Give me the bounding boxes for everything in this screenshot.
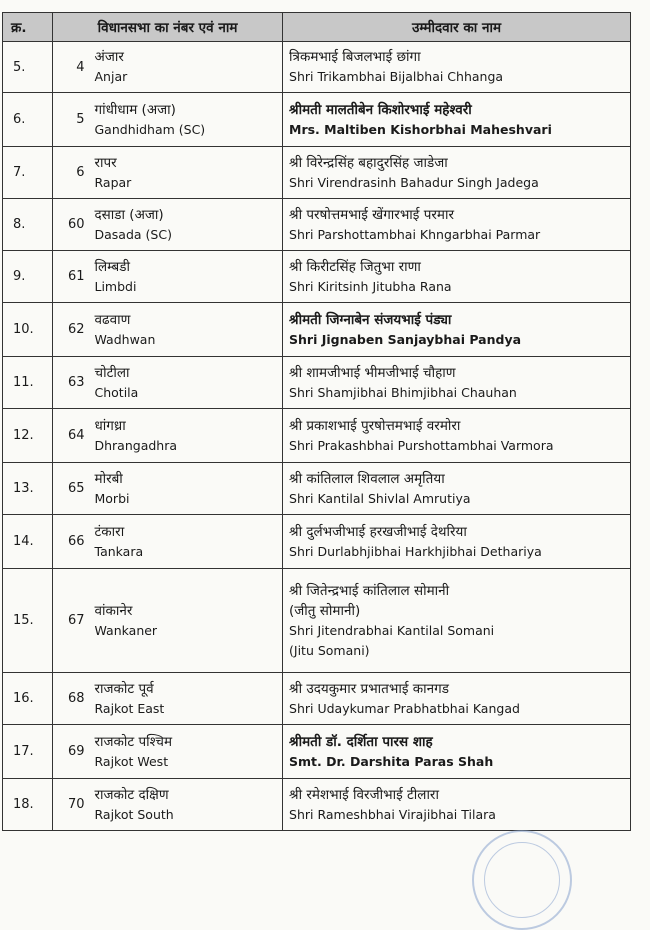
constituency-name-hindi: गांधीधाम (अजा) xyxy=(94,101,176,118)
constituency-name-hindi: धांगध्रा xyxy=(94,417,126,434)
constituency-number: 61 xyxy=(53,251,91,303)
candidate-name-hindi: श्री उदयकुमार प्रभातभाई कानगड xyxy=(289,680,449,697)
candidate-name xyxy=(283,409,631,463)
constituency-number: 66 xyxy=(53,515,91,569)
candidate-name-english: Shri Durlabhjibhai Harkhjibhai Dethariya xyxy=(289,543,542,559)
constituency-name xyxy=(91,357,283,409)
candidate-name-hindi: त्रिकमभाई बिजलभाई छांगा xyxy=(289,49,421,65)
serial-number: 7. xyxy=(3,147,53,199)
candidate-name-english: Shri Virendrasinh Bahadur Singh Jadega xyxy=(289,174,539,190)
constituency-name-english: Dhrangadhra xyxy=(94,437,178,453)
serial-number: 9. xyxy=(3,251,53,303)
constituency-name xyxy=(91,251,283,303)
constituency-name-hindi: रापर xyxy=(94,154,117,171)
constituency-name xyxy=(91,42,283,93)
candidate-name-english: Shri Parshottambhai Khngarbhai Parmar xyxy=(289,226,541,242)
constituency-number: 69 xyxy=(53,725,91,779)
constituency-name-english: Morbi xyxy=(94,490,130,506)
constituency-name xyxy=(91,463,283,515)
constituency-number: 4 xyxy=(53,42,91,93)
constituency-name-hindi: टंकारा xyxy=(94,523,125,540)
table-header-row xyxy=(3,13,631,42)
serial-number: 18. xyxy=(3,779,53,831)
header-candidate: उम्मीदवार का नाम xyxy=(283,13,631,42)
office-seal-stamp xyxy=(472,830,572,930)
candidate-name-hindi: श्रीमती डॉ. दर्शिता पारस शाह xyxy=(289,733,433,750)
candidate-name-english: Shri Trikambhai Bijalbhai Chhanga xyxy=(289,69,504,84)
constituency-name-hindi: वढवाण xyxy=(94,311,131,328)
candidate-name xyxy=(283,357,631,409)
constituency-name-hindi: अंजार xyxy=(94,49,124,65)
candidate-name-english: Shri Jignaben Sanjaybhai Pandya xyxy=(289,331,522,347)
table-row xyxy=(3,409,631,463)
candidate-name-hindi: (जीतु सोमानी) xyxy=(289,602,361,619)
candidate-name xyxy=(283,515,631,569)
constituency-number: 68 xyxy=(53,673,91,725)
candidate-name xyxy=(283,569,631,673)
candidate-name xyxy=(283,725,631,779)
table-row xyxy=(3,569,631,673)
constituency-name xyxy=(91,199,283,251)
constituency-number: 60 xyxy=(53,199,91,251)
constituency-name-english: Anjar xyxy=(94,69,128,84)
constituency-name xyxy=(91,409,283,463)
candidate-name-english: Mrs. Maltiben Kishorbhai Maheshvari xyxy=(289,121,552,137)
table-row xyxy=(3,463,631,515)
candidate-name-hindi: श्री शामजीभाई भीमजीभाई चौहाण xyxy=(289,364,456,381)
candidate-name xyxy=(283,147,631,199)
constituency-number: 63 xyxy=(53,357,91,409)
candidate-name-hindi: श्री दुर्लभजीभाई हरखजीभाई देथरिया xyxy=(289,523,467,540)
constituency-name xyxy=(91,673,283,725)
table-row xyxy=(3,779,631,831)
constituency-name-english: Rapar xyxy=(94,174,132,190)
candidate-name-hindi: श्री रमेशभाई विरजीभाई टीलारा xyxy=(289,786,439,803)
serial-number: 13. xyxy=(3,463,53,515)
serial-number: 12. xyxy=(3,409,53,463)
table-row xyxy=(3,199,631,251)
constituency-name xyxy=(91,303,283,357)
constituency-name-english: Wankaner xyxy=(94,622,158,638)
candidate-name xyxy=(283,779,631,831)
candidate-name-english: Shri Kiritsinh Jitubha Rana xyxy=(289,278,452,294)
candidate-name-english: Shri Rameshbhai Virajibhai Tilara xyxy=(289,806,496,822)
candidate-name-english: (Jitu Somani) xyxy=(289,642,370,658)
candidate-name-hindi: श्री जितेन्द्रभाई कांतिलाल सोमानी xyxy=(289,582,450,599)
constituency-name-hindi: मोरबी xyxy=(94,470,123,487)
serial-number: 6. xyxy=(3,93,53,147)
candidate-name-english: Shri Kantilal Shivlal Amrutiya xyxy=(289,490,471,506)
constituency-name-english: Rajkot South xyxy=(94,806,174,822)
candidate-name xyxy=(283,199,631,251)
constituency-name xyxy=(91,515,283,569)
constituency-number: 67 xyxy=(53,569,91,673)
constituency-name-english: Limbdi xyxy=(94,278,137,294)
header-constituency: विधानसभा का नंबर एवं नाम xyxy=(53,13,283,42)
candidate-name-hindi: श्री किरीटसिंह जितुभा राणा xyxy=(289,258,421,275)
constituency-number: 64 xyxy=(53,409,91,463)
constituency-name-english: Chotila xyxy=(94,384,139,400)
constituency-name-english: Dasada (SC) xyxy=(94,226,172,242)
table-row xyxy=(3,673,631,725)
constituency-name-english: Tankara xyxy=(94,543,144,559)
constituency-name xyxy=(91,569,283,673)
table-body xyxy=(3,42,631,831)
serial-number: 5. xyxy=(3,42,53,93)
constituency-name-hindi: वांकानेर xyxy=(94,602,133,619)
candidate-name-hindi: श्री विरेन्द्रसिंह बहादुरसिंह जाडेजा xyxy=(289,154,448,171)
candidate-list-table xyxy=(2,12,631,831)
constituency-name-english: Gandhidham (SC) xyxy=(94,121,206,137)
constituency-name-hindi: राजकोट दक्षिण xyxy=(94,786,169,803)
constituency-number: 62 xyxy=(53,303,91,357)
constituency-name-hindi: राजकोट पूर्व xyxy=(94,680,154,697)
table-row xyxy=(3,515,631,569)
table-row xyxy=(3,147,631,199)
constituency-name-hindi: राजकोट पश्चिम xyxy=(94,733,173,750)
serial-number: 17. xyxy=(3,725,53,779)
candidate-name-english: Shri Udaykumar Prabhatbhai Kangad xyxy=(289,700,520,716)
candidate-name-hindi: श्री प्रकाशभाई पुरषोत्तमभाई वरमोरा xyxy=(289,417,461,434)
candidate-name xyxy=(283,42,631,93)
candidate-name xyxy=(283,463,631,515)
table-row xyxy=(3,251,631,303)
constituency-name xyxy=(91,725,283,779)
candidate-name xyxy=(283,303,631,357)
serial-number: 14. xyxy=(3,515,53,569)
serial-number: 11. xyxy=(3,357,53,409)
constituency-name xyxy=(91,147,283,199)
candidate-name-hindi: श्री परषोत्तमभाई खेंगारभाई परमार xyxy=(289,206,455,223)
serial-number: 16. xyxy=(3,673,53,725)
table-row xyxy=(3,93,631,147)
candidate-name-hindi: श्रीमती मालतीबेन किशोरभाई महेश्वरी xyxy=(289,101,472,118)
constituency-name-english: Rajkot East xyxy=(94,700,165,716)
candidate-name-english: Shri Shamjibhai Bhimjibhai Chauhan xyxy=(289,384,517,400)
constituency-number: 6 xyxy=(53,147,91,199)
candidate-name xyxy=(283,673,631,725)
constituency-name xyxy=(91,93,283,147)
constituency-name-english: Rajkot West xyxy=(94,753,169,769)
constituency-number: 5 xyxy=(53,93,91,147)
constituency-name-hindi: लिम्बडी xyxy=(94,258,130,275)
constituency-number: 65 xyxy=(53,463,91,515)
header-serial: क्र. xyxy=(3,13,53,42)
serial-number: 15. xyxy=(3,569,53,673)
constituency-name xyxy=(91,779,283,831)
constituency-name-hindi: चोटीला xyxy=(94,364,130,381)
table-row xyxy=(3,725,631,779)
candidate-name-english: Shri Prakashbhai Purshottambhai Varmora xyxy=(289,437,554,453)
candidate-name-english: Shri Jitendrabhai Kantilal Somani xyxy=(289,622,495,638)
candidate-name xyxy=(283,251,631,303)
table-row xyxy=(3,303,631,357)
candidate-name-hindi: श्री कांतिलाल शिवलाल अमृतिया xyxy=(289,470,445,487)
table-row xyxy=(3,357,631,409)
constituency-number: 70 xyxy=(53,779,91,831)
serial-number: 8. xyxy=(3,199,53,251)
candidate-name-hindi: श्रीमती जिग्नाबेन संजयभाई पंड्या xyxy=(289,311,452,328)
serial-number: 10. xyxy=(3,303,53,357)
constituency-name-hindi: दसाडा (अजा) xyxy=(94,206,164,223)
table-row xyxy=(3,42,631,93)
constituency-name-english: Wadhwan xyxy=(94,331,156,347)
candidate-name-english: Smt. Dr. Darshita Paras Shah xyxy=(289,753,494,769)
candidate-name xyxy=(283,93,631,147)
